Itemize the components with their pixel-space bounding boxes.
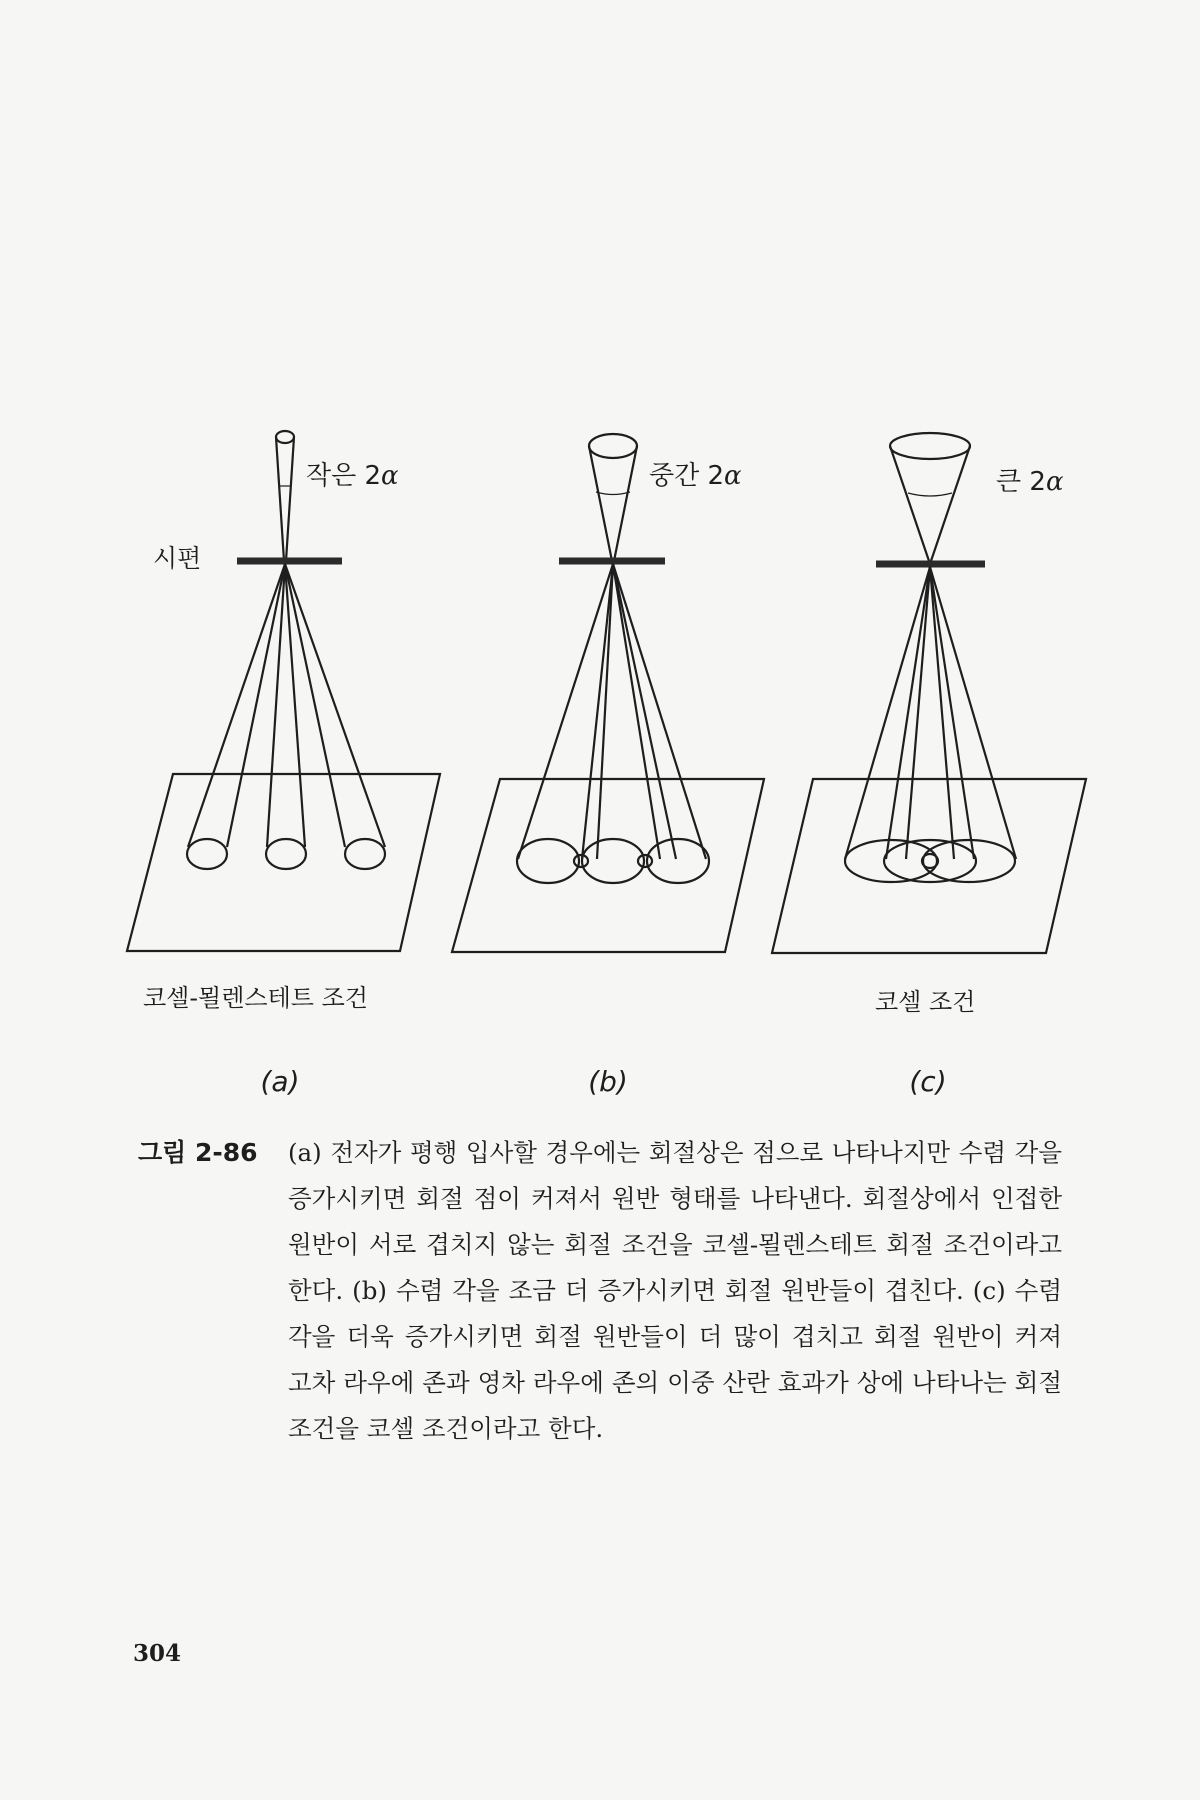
panel-c-diffraction-discs	[845, 840, 1015, 882]
kossel-condition-label: 코셀 조건	[875, 988, 976, 1016]
panel-b-diffraction-discs	[517, 839, 709, 883]
panel-a-screen-plane	[127, 774, 440, 951]
panel-c	[772, 433, 1086, 953]
panel-letter-c: (c)	[909, 1065, 947, 1098]
panel-a-incident-cone	[276, 431, 294, 561]
panel-letter-a: (a)	[260, 1065, 300, 1098]
panel-a-diffraction-spots	[187, 839, 385, 869]
panel-c-incident-cone	[890, 433, 970, 561]
panel-b	[452, 434, 764, 952]
specimen-label: 시편	[153, 544, 202, 573]
panel-letter-b: (b)	[588, 1065, 628, 1098]
panel-c-angle-label: 큰 2α	[996, 467, 1064, 497]
panel-a-angle-label: 작은 2α	[306, 461, 399, 491]
panel-b-angle-label: 중간 2α	[649, 461, 742, 491]
panel-c-screen-plane	[772, 779, 1086, 953]
panel-c-diffracted-beams	[845, 567, 1016, 859]
panel-a	[127, 431, 440, 951]
panel-b-diffracted-beams	[518, 564, 706, 859]
panel-b-screen-plane	[452, 779, 764, 952]
caption-text: (a) 전자가 평행 입사할 경우에는 회절상은 점으로 나타나지만 수렴 각을 증가시키면 회절 점이 커져서 원반 형태를 나타낸다. 회절상에서 인접한 원반이 서로 겹치지 않는 회절 조건을 코셀-묄렌스테트 회절 조건이라고 한다. (b) 수렴 각을 조금 더 증가시키면 회절 원반들이 겹친다. (c) 수렴 각을 더욱 증가시키면 회절 원반들이 더 많이 겹치고 회절 원반이 커져 고차 라우에 존과 영차 라우에 존의 이중 산란 효과가 상에 나타나는 회절 조건을 코셀 조건이라고 한다.	[288, 1138, 1062, 1443]
caption-label: 그림 2-86	[138, 1138, 258, 1167]
panel-b-incident-cone	[589, 434, 637, 561]
kossel-mollenstedt-condition-label: 코셀-묄렌스테트 조건	[143, 984, 368, 1012]
page-number: 304	[133, 1640, 182, 1667]
panel-a-diffracted-beams	[188, 564, 385, 847]
